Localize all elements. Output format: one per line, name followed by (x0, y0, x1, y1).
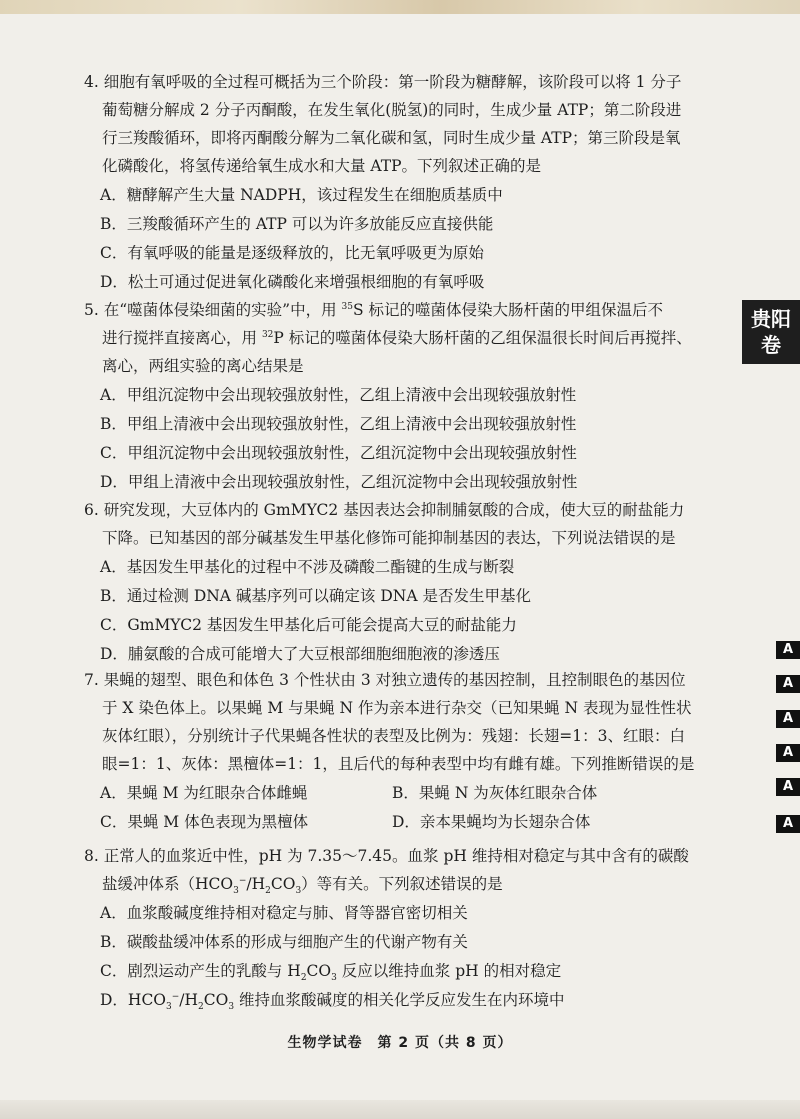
question-7-stem-line-1: 7. 果蝇的翅型、眼色和体色 3 个性状由 3 对独立遗传的基因控制，且控制眼色的基因位 (84, 671, 686, 689)
edge-marker-a: A (776, 778, 800, 796)
question-4 (84, 68, 720, 297)
question-4-option-a: A．糖酵解产生大量 NADPH，该过程发生在细胞质基质中 (100, 186, 503, 204)
question-7-stem-line-2: 于 X 染色体上。以果蝇 M 与果蝇 N 作为亲本进行杂交（已知果蝇 N 表现为显性性状 (102, 699, 692, 717)
region-side-tab-line-2: 卷 (761, 333, 781, 357)
question-5 (84, 296, 720, 497)
question-7-stem-line-4: 眼=1：1、灰体：黑檀体=1：1，且后代的每种表型中均有雌有雄。下列推断错误的是 (102, 755, 695, 773)
question-4-option-c: C．有氧呼吸的能量是逐级释放的，比无氧呼吸更为原始 (100, 244, 484, 262)
edge-marker-a: A (776, 675, 800, 693)
question-7 (84, 666, 720, 837)
question-5-option-a: A．甲组沉淀物中会出现较强放射性，乙组上清液中会出现较强放射性 (100, 386, 577, 404)
question-7-option-a: A．果蝇 M 为红眼杂合体雌蝇 (100, 784, 308, 802)
edge-marker-a: A (776, 744, 800, 762)
question-5-stem-line-1: 5. 在“噬菌体侵染细菌的实验”中，用 $^{35}$S 标记的噬菌体侵染大肠杆菌的甲组保温后不 (84, 301, 663, 319)
question-6-option-b: B．通过检测 DNA 碱基序列可以确定该 DNA 是否发生甲基化 (100, 587, 531, 605)
question-7-option-d: D．亲本果蝇均为长翅杂合体 (392, 813, 591, 831)
question-6 (84, 496, 720, 669)
question-6-stem-line-2: 下降。已知基因的部分碱基发生甲基化修饰可能抑制基因的表达，下列说法错误的是 (102, 529, 676, 547)
page-bottom-edge (0, 1100, 800, 1119)
question-6-option-d: D．脯氨酸的合成可能增大了大豆根部细胞细胞液的渗透压 (100, 645, 500, 663)
question-7-option-c: C．果蝇 M 体色表现为黑檀体 (100, 813, 309, 831)
question-4-stem-line-1: 4. 细胞有氧呼吸的全过程可概括为三个阶段：第一阶段为糖酵解，该阶段可以将 1 分子 (84, 73, 682, 91)
question-8 (84, 842, 720, 1015)
question-4-stem-line-2: 葡萄糖分解成 2 分子丙酮酸，在发生氧化(脱氢)的同时，生成少量 ATP；第二阶段进 (102, 101, 682, 119)
edge-marker-a: A (776, 815, 800, 833)
question-5-stem-line-2: 进行搅拌直接离心，用 $^{32}$P 标记的噬菌体侵染大肠杆菌的乙组保温很长时间后再搅拌、 (102, 329, 692, 347)
question-5-option-b: B．甲组上清液中会出现较强放射性，乙组上清液中会出现较强放射性 (100, 415, 577, 433)
question-5-option-d: D．甲组上清液中会出现较强放射性，乙组沉淀物中会出现较强放射性 (100, 473, 578, 491)
question-5-stem-line-3: 离心，两组实验的离心结果是 (102, 357, 304, 375)
edge-marker-a: A (776, 641, 800, 659)
page-footer: 生物学试卷 第 2 页（共 8 页） (287, 1035, 513, 1051)
question-4-stem-line-4: 化磷酸化，将氢传递给氧生成水和大量 ATP。下列叙述正确的是 (102, 157, 542, 175)
question-8-option-d: D．$HCO_3^-/H_2CO_3$ 维持血浆酸碱度的相关化学反应发生在内环境中 (100, 991, 565, 1013)
question-7-option-b: B．果蝇 N 为灰体红眼杂合体 (392, 784, 598, 802)
question-8-option-b: B．碳酸盐缓冲体系的形成与细胞产生的代谢产物有关 (100, 933, 468, 951)
question-5-option-c: C．甲组沉淀物中会出现较强放射性，乙组沉淀物中会出现较强放射性 (100, 444, 577, 462)
question-4-stem-line-3: 行三羧酸循环，即将丙酮酸分解为二氧化碳和氢，同时生成少量 ATP；第三阶段是氧 (102, 129, 681, 147)
question-6-stem-line-1: 6. 研究发现，大豆体内的 GmMYC2 基因表达会抑制脯氨酸的合成，使大豆的耐盐能力 (84, 501, 685, 519)
question-7-options-row-2 (84, 808, 720, 837)
question-7-options-row-1 (84, 779, 720, 808)
edge-marker-a: A (776, 710, 800, 728)
question-8-option-a: A．血浆酸碱度维持相对稳定与肺、肾等器官密切相关 (100, 904, 468, 922)
question-8-stem-line-1: 8. 正常人的血浆近中性，pH 为 7.35～7.45。血浆 pH 维持相对稳定与其中含有的碳酸 (84, 847, 689, 865)
region-side-tab-line-1: 贵阳 (751, 307, 791, 331)
page-top-edge (0, 0, 800, 14)
region-side-tab (742, 300, 800, 364)
question-7-stem-line-3: 灰体红眼），分别统计子代果蝇各性状的表型及比例为：残翅：长翅=1：3、红眼：白 (102, 727, 685, 745)
question-6-option-a: A．基因发生甲基化的过程中不涉及磷酸二酯键的生成与断裂 (100, 558, 515, 576)
question-4-option-b: B．三羧酸循环产生的 ATP 可以为许多放能反应直接供能 (100, 215, 494, 233)
question-4-option-d: D．松土可通过促进氧化磷酸化来增强根细胞的有氧呼吸 (100, 273, 485, 291)
question-8-option-c: C．剧烈运动产生的乳酸与 $H_2CO_3$ 反应以维持血浆 pH 的相对稳定 (100, 962, 562, 984)
question-8-stem-line-2: 盐缓冲体系$(HCO_3^-/H_2CO_3)$等有关。下列叙述错误的是 (102, 875, 503, 897)
question-6-option-c: C．GmMYC2 基因发生甲基化后可能会提高大豆的耐盐能力 (100, 616, 517, 634)
